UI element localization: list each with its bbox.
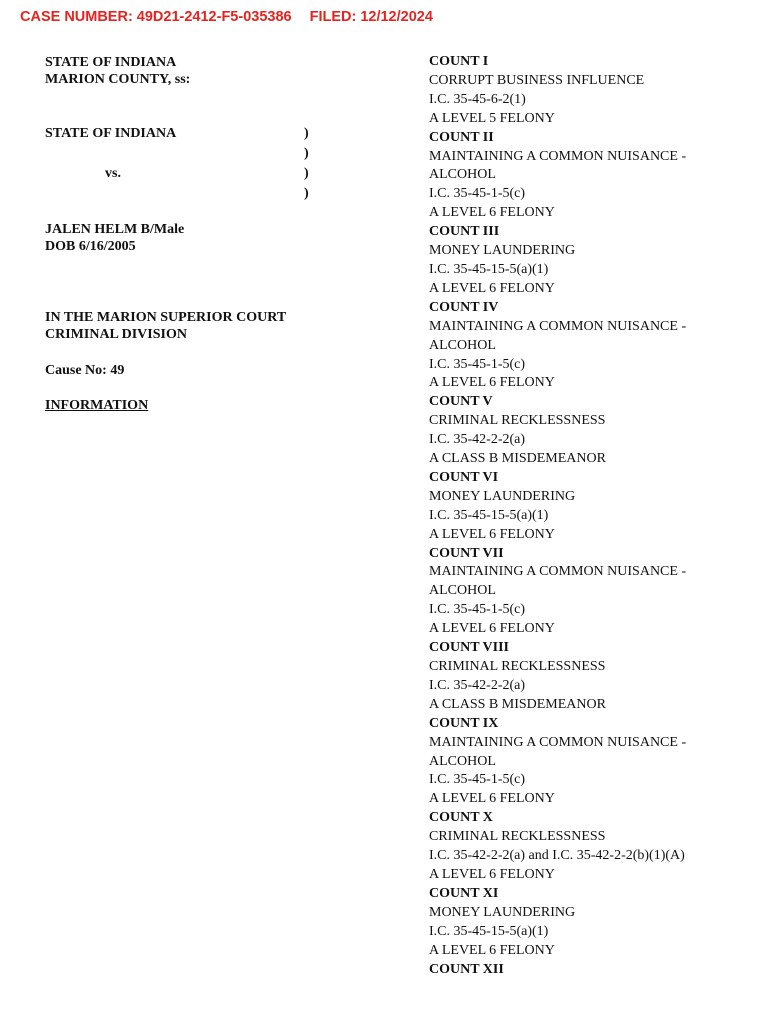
count-line: MAINTAINING A COMMON NUISANCE - (429, 564, 687, 580)
count-line: I.C. 35-42-2-2(a) (429, 432, 526, 448)
count-line: I.C. 35-45-15-5(a)(1) (429, 507, 549, 523)
count-line: A LEVEL 5 FELONY (429, 110, 555, 126)
count-line: I.C. 35-45-6-2(1) (429, 91, 526, 107)
count-line: A LEVEL 6 FELONY (429, 791, 555, 807)
county-header: MARION COUNTY, ss: (45, 72, 191, 87)
count-line: MONEY LAUNDERING (429, 243, 576, 259)
count-block (429, 53, 749, 129)
count-line: ALCOHOL (429, 167, 496, 183)
count-line: CRIMINAL RECKLESSNESS (429, 659, 606, 674)
count-line: I.C. 35-45-1-5(c) (429, 186, 526, 202)
count-block (429, 129, 749, 224)
count-title: COUNT IV (429, 299, 499, 315)
count-block (429, 715, 749, 810)
count-line: A LEVEL 6 FELONY (429, 375, 555, 391)
count-line: I.C. 35-45-1-5(c) (429, 602, 526, 618)
count-line: A LEVEL 6 FELONY (429, 942, 555, 958)
count-title: COUNT VII (429, 545, 504, 561)
count-line: CRIMINAL RECKLESSNESS (429, 829, 606, 845)
versus: vs. (105, 166, 121, 181)
count-line: CORRUPT BUSINESS INFLUENCE (429, 72, 645, 88)
count-line: I.C. 35-42-2-2(a) (429, 677, 526, 693)
count-line: ALCOHOL (429, 337, 496, 353)
count-title: COUNT XII (429, 961, 504, 977)
count-line: ALCOHOL (429, 583, 496, 599)
count-line: ALCOHOL (429, 753, 496, 769)
defendant-dob: DOB 6/16/2005 (45, 239, 136, 254)
count-line: A CLASS B MISDEMEANOR (429, 696, 606, 712)
count-block (429, 299, 749, 394)
filed-date: FILED: 12/12/2024 (309, 9, 433, 25)
plaintiff: STATE OF INDIANA (45, 126, 177, 141)
count-title: COUNT IX (429, 715, 499, 731)
count-line: MAINTAINING A COMMON NUISANCE - (429, 148, 687, 164)
count-title: COUNT X (429, 810, 493, 826)
document-type: INFORMATION (45, 398, 149, 413)
caption-paren: ) (304, 126, 309, 141)
defendant-name: JALEN HELM B/Male (45, 222, 185, 237)
count-line: MONEY LAUNDERING (429, 904, 576, 920)
count-line: I.C. 35-45-15-5(a)(1) (429, 923, 549, 939)
count-title: COUNT XI (429, 885, 499, 901)
count-line: A LEVEL 6 FELONY (429, 526, 555, 542)
count-block (429, 885, 749, 961)
count-block (429, 961, 749, 980)
count-line: MAINTAINING A COMMON NUISANCE - (429, 318, 687, 334)
count-line: A LEVEL 6 FELONY (429, 280, 555, 296)
caption-paren: ) (304, 146, 309, 161)
caption-paren: ) (304, 166, 309, 181)
count-line: A LEVEL 6 FELONY (429, 866, 555, 882)
count-title: COUNT I (429, 54, 489, 69)
count-line: I.C. 35-45-15-5(a)(1) (429, 261, 549, 277)
cause-number: Cause No: 49 (45, 363, 125, 378)
count-line: A LEVEL 6 FELONY (429, 205, 555, 221)
count-title: COUNT VIII (429, 640, 510, 656)
count-line: A LEVEL 6 FELONY (429, 621, 555, 637)
count-line: MAINTAINING A COMMON NUISANCE - (429, 734, 687, 750)
count-title: COUNT V (429, 394, 493, 410)
caption-paren: ) (304, 186, 309, 201)
count-title: COUNT II (429, 129, 494, 145)
count-line: I.C. 35-45-1-5(c) (429, 356, 526, 372)
count-line: MONEY LAUNDERING (429, 488, 576, 504)
count-block (429, 223, 749, 299)
count-line: I.C. 35-42-2-2(a) and I.C. 35-42-2-2(b)(1)(A) (429, 848, 685, 864)
court-division: CRIMINAL DIVISION (45, 327, 187, 342)
count-block (429, 545, 749, 640)
counts-list (429, 53, 749, 979)
count-line: I.C. 35-45-1-5(c) (429, 772, 526, 788)
count-block (429, 639, 749, 715)
count-title: COUNT VI (429, 469, 499, 485)
case-number: CASE NUMBER: 49D21-2412-F5-035386 (20, 9, 292, 25)
filing-stamp (20, 9, 433, 25)
count-block (429, 393, 749, 469)
count-line: A CLASS B MISDEMEANOR (429, 451, 606, 467)
count-block (429, 809, 749, 885)
count-block (429, 469, 749, 545)
count-line: CRIMINAL RECKLESSNESS (429, 413, 606, 429)
court-name: IN THE MARION SUPERIOR COURT (45, 310, 287, 325)
count-title: COUNT III (429, 224, 500, 240)
state-header: STATE OF INDIANA (45, 55, 177, 70)
